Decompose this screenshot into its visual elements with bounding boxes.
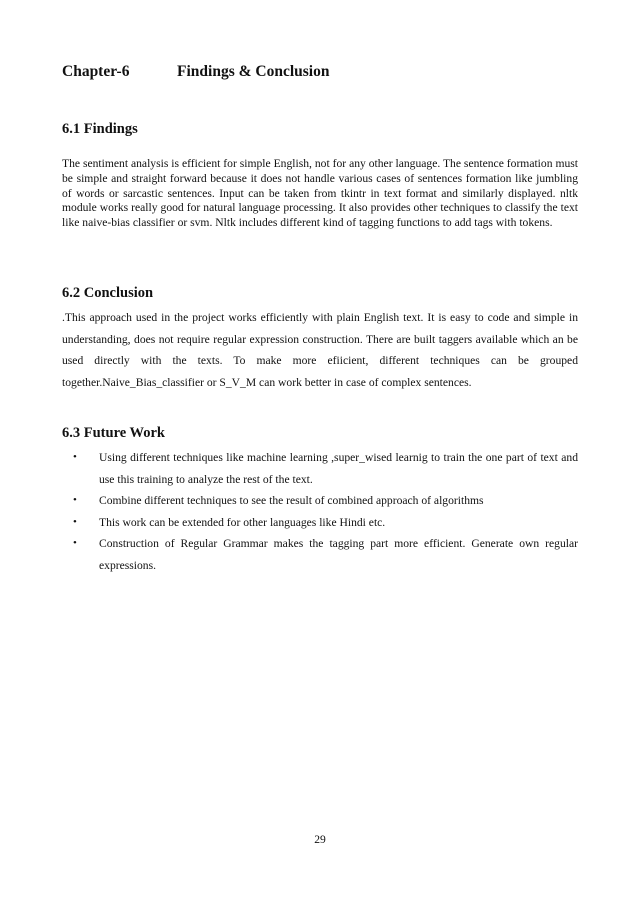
chapter-title: Findings & Conclusion xyxy=(177,63,330,80)
list-item-text: Using different techniques like machine learning ,super_wised learnig to train the one part of text and use this training to analyze the rest of the text. xyxy=(99,451,578,486)
list-item-text: Construction of Regular Grammar makes the tagging part more efficient. Generate own regular expressions. xyxy=(99,537,578,572)
conclusion-paragraph: .This approach used in the project works efficiently with plain English text. It is easy to code and simple in understanding, does not require regular expression construction. There are built taggers available which an be used directly with the texts. To make more efiicient, different techniques can be grouped together.Naive_Bias_classifier or S_V_M can work better in case of complex sentences. xyxy=(62,311,578,389)
findings-heading: 6.1 Findings xyxy=(62,121,138,137)
list-item xyxy=(62,533,578,576)
future-work-heading: 6.3 Future Work xyxy=(62,425,165,441)
bullet-icon: • xyxy=(73,451,77,463)
list-item-text: This work can be extended for other languages like Hindi etc. xyxy=(99,515,386,529)
conclusion-heading: 6.2 Conclusion xyxy=(62,285,154,301)
future-work-list xyxy=(62,447,578,577)
chapter-heading xyxy=(62,63,329,81)
chapter-number: Chapter-6 xyxy=(62,63,130,80)
list-item xyxy=(62,512,578,534)
list-item xyxy=(62,490,578,512)
bullet-icon: • xyxy=(73,515,77,528)
bullet-icon: • xyxy=(73,494,77,507)
findings-paragraph: The sentiment analysis is efficient for simple English, not for any other language. The sentence formation must be simple and straight forward because it does not handle various cases of sentences formation like jumbling of words or sarcastic sentences. Input can be taken from tkintr in text format and similarly displayed. nltk module works really good for natural language processing. It also provides other techniques to classify the text like naive-bias classifier or svm. Nltk includes different kind of tagging functions to add tags with tokens. xyxy=(62,157,578,230)
list-item xyxy=(62,447,578,490)
bullet-icon: • xyxy=(73,537,77,550)
page-number: 29 xyxy=(314,833,326,846)
list-item-text: Combine different techniques to see the result of combined approach of algorithms xyxy=(99,494,484,508)
